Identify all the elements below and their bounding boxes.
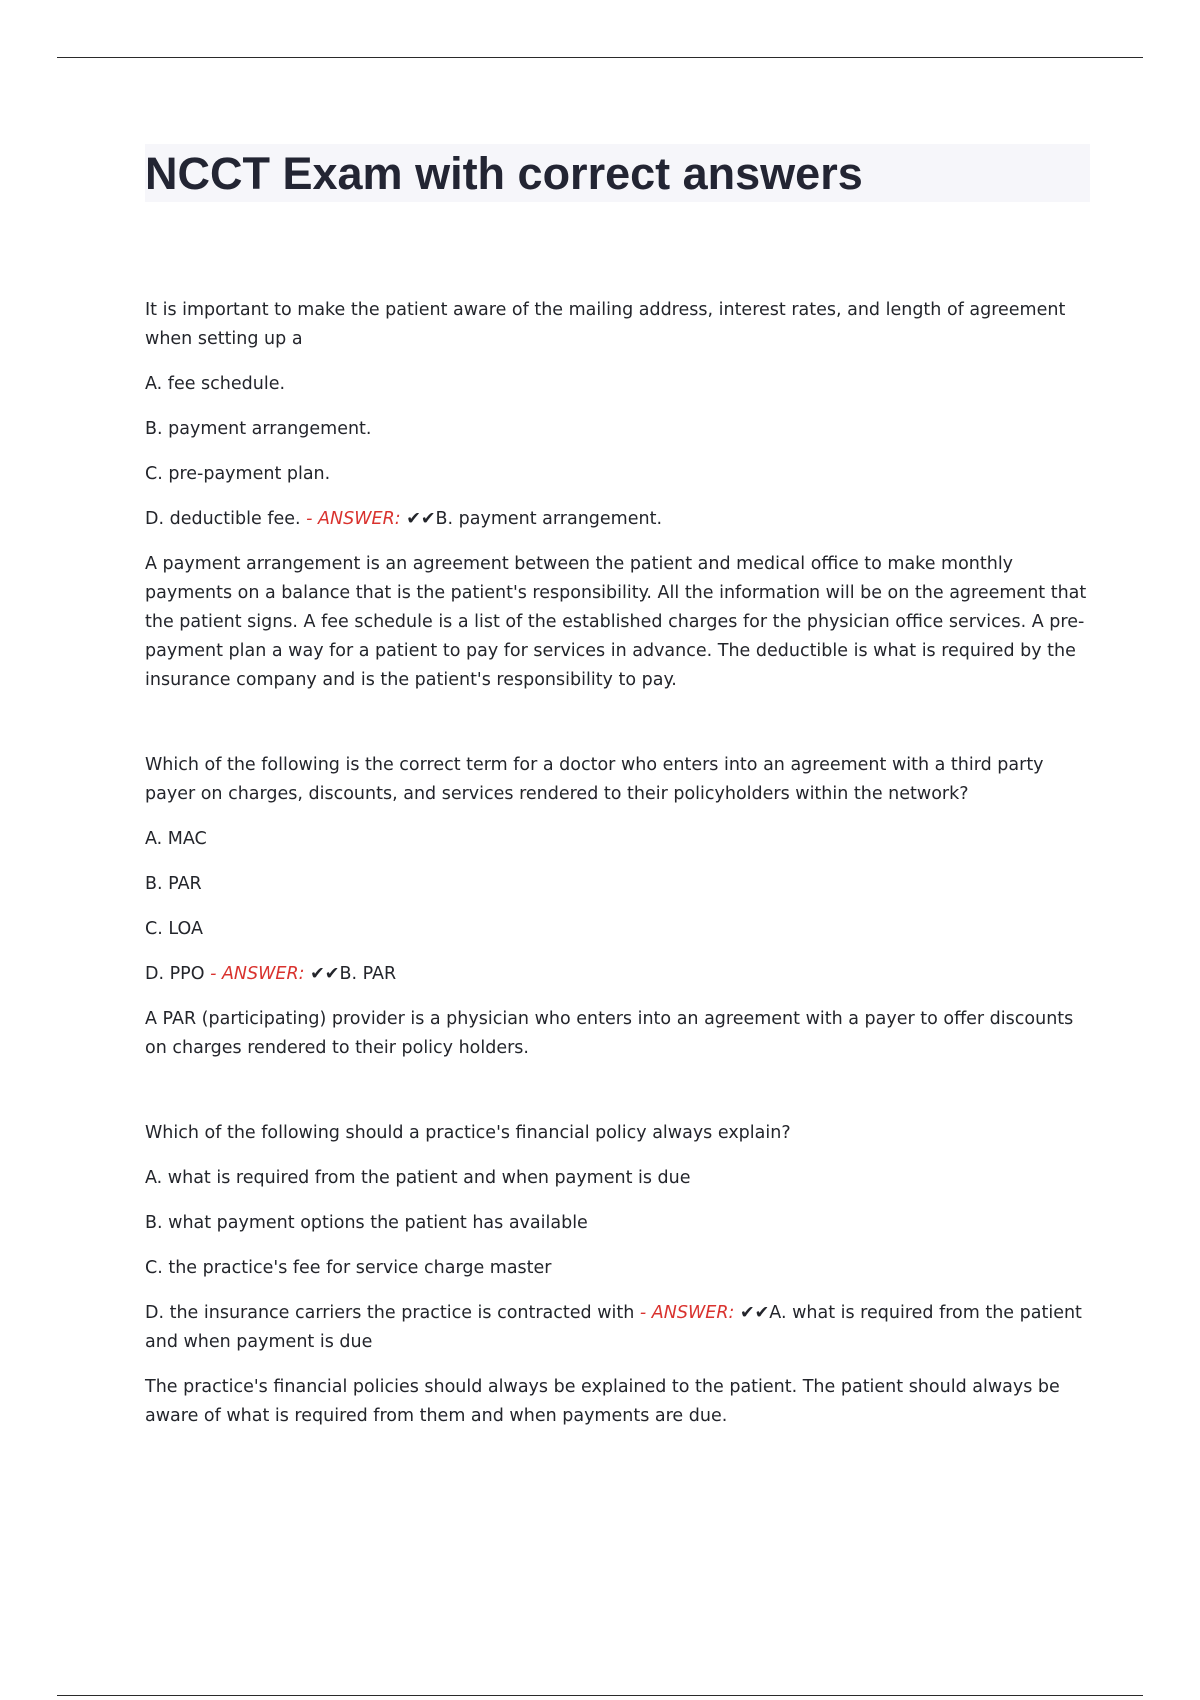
answer-marker: - ANSWER: (306, 509, 401, 529)
question-text: Which of the following is the correct term for a doctor who enters into an agreement with a third party payer on charges, discounts, and services rendered to their policyholders within the network? (145, 755, 1044, 804)
answer-option: D. deductible fee. (145, 509, 301, 529)
answer-option: A. MAC (145, 829, 207, 849)
correct-answer: B. payment arrangement. (435, 509, 663, 529)
explanation-text: The practice's financial policies should always be explained to the patient. The patient should always be aware of what is required from them and when payments are due. (145, 1377, 1060, 1426)
check-icon: ✔✔ (406, 509, 436, 529)
answer-option: D. PPO (145, 964, 205, 984)
answer-option: B. what payment options the patient has available (145, 1213, 588, 1233)
check-icon: ✔✔ (310, 964, 340, 984)
check-icon: ✔✔ (739, 1303, 770, 1323)
explanation-text: A PAR (participating) provider is a physician who enters into an agreement with a payer to offer discounts on charges rendered to their policy holders. (145, 1009, 1074, 1058)
title-banner (145, 144, 1090, 202)
answer-option: D. the insurance carriers the practice is contracted with (145, 1303, 635, 1323)
correct-answer: B. PAR (339, 964, 397, 984)
top-rule (57, 57, 1143, 58)
question-text: It is important to make the patient aware of the mailing address, interest rates, and length of agreement when setting up a (145, 300, 1066, 349)
question-text: Which of the following should a practice's financial policy always explain? (145, 1123, 791, 1143)
answer-option-with-answer (145, 960, 1090, 989)
answer-option: A. what is required from the patient and when payment is due (145, 1168, 691, 1188)
answer-marker: - ANSWER: (210, 964, 305, 984)
answer-marker: - ANSWER: (639, 1303, 735, 1323)
answer-option: B. payment arrangement. (145, 419, 372, 439)
question-list (145, 296, 1090, 1431)
answer-option: A. fee schedule. (145, 374, 286, 394)
question-block (145, 1119, 1090, 1431)
answer-option-with-answer (145, 505, 1090, 534)
bottom-rule (57, 1695, 1143, 1696)
answer-option-with-answer (145, 1299, 1090, 1357)
correct-answer: A. what is required from the patient and when payment is due (145, 1303, 1082, 1352)
explanation-text: A payment arrangement is an agreement between the patient and medical office to make monthly payments on a balance that is the patient's responsibility. All the information will be on the agreement that the patient signs. A fee schedule is a list of the established charges for the physician office services. A pre-payment plan a way for a patient to pay for services in advance. The deductible is what is required by the insurance company and is the patient's responsibility to pay. (145, 554, 1087, 690)
answer-option: C. the practice's fee for service charge master (145, 1258, 552, 1278)
question-block (145, 296, 1090, 695)
answer-option: C. LOA (145, 919, 203, 939)
page-title: NCCT Exam with correct answers (145, 147, 863, 199)
answer-option: C. pre-payment plan. (145, 464, 331, 484)
answer-option: B. PAR (145, 874, 202, 894)
question-block (145, 751, 1090, 1063)
document-body (145, 144, 1090, 1487)
